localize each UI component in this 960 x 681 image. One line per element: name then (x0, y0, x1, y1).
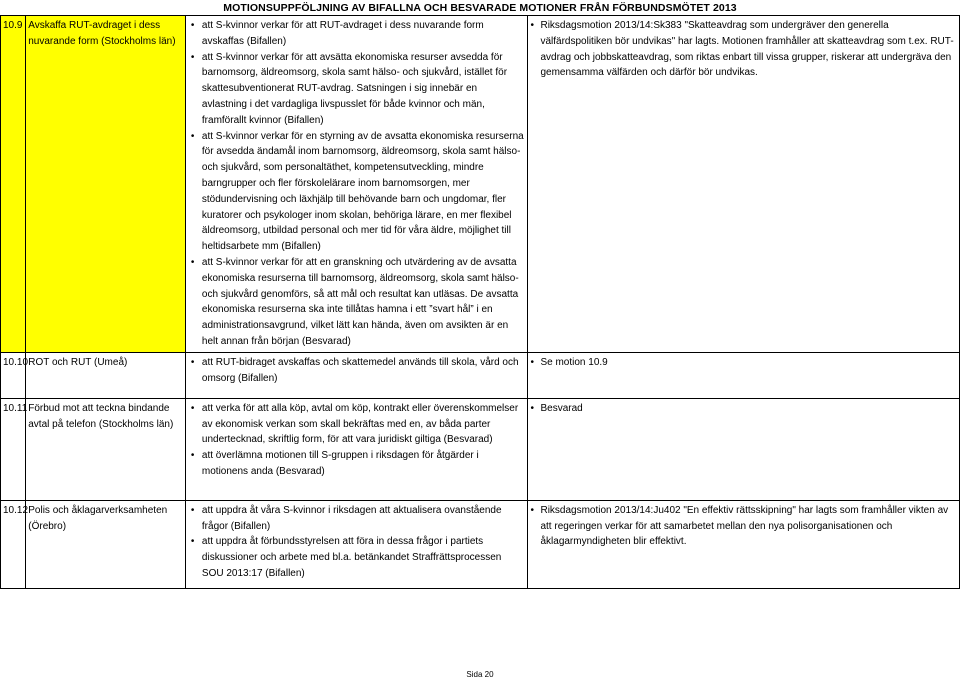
yrkande-item: • att S-kvinnor verkar för att en granskning och utvärdering av de avsatta ekonomiska resurserna till barnomsorg, äldreomsorg, skola samt hälso- och sjukvård genomförs, så att mål och resultat kan utläsas. De avsatta ekonomiska resurserna ska inte tillåtas hamna i ett ”svart hål” i en administrationsavgrund, vilket lätt kan hända, även om avsikten är en helt annan från början (Besvarad) (188, 255, 525, 350)
response-item: • Riksdagsmotion 2013/14:Sk383 "Skatteavdrag som undergräver den generella välfärdspolitiken bör undvikas" har lagts. Motionen framhåller att skatteavdrag som t.ex. RUT-avdrag och jobbskatteavdrag, som riktas enbart till vissa grupper, riskerar att undergräva den gemensamma välfärden och därför bör undvikas. (530, 18, 956, 81)
yrkande-item: • att verka för att alla köp, avtal om köp, kontrakt eller överenskommelser av ekonomisk verkan som skall bekräftas med en, av båda parter undertecknad, skriftlig form, för att vara juridiskt giltiga (Besvarad) (188, 401, 525, 448)
motion-number: 10.12 (1, 500, 26, 588)
motion-title: Polis och åklagarverksamheten (Örebro) (26, 500, 186, 588)
motion-response (528, 398, 960, 500)
yrkande-item: • att S-kvinnor verkar för att RUT-avdraget i dess nuvarande form avskaffas (Bifallen) (188, 18, 525, 50)
motion-row-10-11 (1, 398, 960, 500)
motion-title: Förbud mot att teckna bindande avtal på telefon (Stockholms län) (26, 398, 186, 500)
motion-yrkanden (185, 352, 528, 398)
yrkande-item: • att uppdra åt förbundsstyrelsen att föra in dessa frågor i partiets diskussioner och arbete med bl.a. betänkandet Straffrättsprocessen SOU 2013:17 (Bifallen) (188, 534, 525, 581)
motion-number: 10.11 (1, 398, 26, 500)
motion-title: Avskaffa RUT-avdraget i dess nuvarande form (Stockholms län) (26, 16, 186, 353)
motions-table (0, 15, 960, 589)
motion-row-10-12 (1, 500, 960, 588)
motion-row-10-9 (1, 16, 960, 353)
motion-title: ROT och RUT (Umeå) (26, 352, 186, 398)
yrkande-item: • att överlämna motionen till S-gruppen i riksdagen för åtgärder i motionens anda (Besvarad) (188, 448, 525, 480)
motion-row-10-10 (1, 352, 960, 398)
motion-response (528, 352, 960, 398)
yrkande-item: • att S-kvinnor verkar för att avsätta ekonomiska resurser avsedda för barnomsorg, äldreomsorg, skola samt hälso- och sjukvård, istället för skattesubventionerat RUT-avdrag. Satsningen i sig innebär en avlastning i det vardagliga livspusslet för både kvinnor och män, framförallt kvinnor (Bifallen) (188, 50, 525, 129)
yrkande-item: • att uppdra åt våra S-kvinnor i riksdagen att aktualisera ovanstående frågor (Bifallen) (188, 503, 525, 535)
yrkande-item: • att S-kvinnor verkar för en styrning av de avsatta ekonomiska resurserna för avsedda ändamål inom barnomsorg, äldreomsorg, skola samt hälso- och sjukvård, som personaltäthet, kompetensutveckling, mindre barngrupper och fler förskolelärare inom barnomsorgen, mer stödundervisning och läxhjälp till behövande barn och ungdomar, fler kuratorer och psykologer inom skolan, behöriga lärare, en mer flexibel äldreomsorg, utbildad personal och mer tid för våra äldre, möjlighet till heltidsarbete mm (Bifallen) (188, 129, 525, 255)
yrkande-item: • att RUT-bidraget avskaffas och skattemedel används till skola, vård och omsorg (Bifallen) (188, 355, 525, 387)
motion-response (528, 16, 960, 353)
response-item: • Se motion 10.9 (530, 355, 956, 371)
page-number: Sida 20 (466, 670, 494, 679)
response-item: • Besvarad (530, 401, 956, 417)
motion-number: 10.10 (1, 352, 26, 398)
motion-number: 10.9 (1, 16, 26, 353)
motion-yrkanden (185, 16, 528, 353)
motion-yrkanden (185, 500, 528, 588)
motion-response (528, 500, 960, 588)
motion-yrkanden (185, 398, 528, 500)
page-header: MOTIONSUPPFÖLJNING AV BIFALLNA OCH BESVARADE MOTIONER FRÅN FÖRBUNDSMÖTET 2013 (223, 2, 737, 14)
response-item: • Riksdagsmotion 2013/14:Ju402 "En effektiv rättsskipning" har lagts som framhåller vikten av att regeringen verkar för att samarbetet mellan den nya polisorganisationen och åklagarmyndigheten blir effektivt. (530, 503, 956, 550)
